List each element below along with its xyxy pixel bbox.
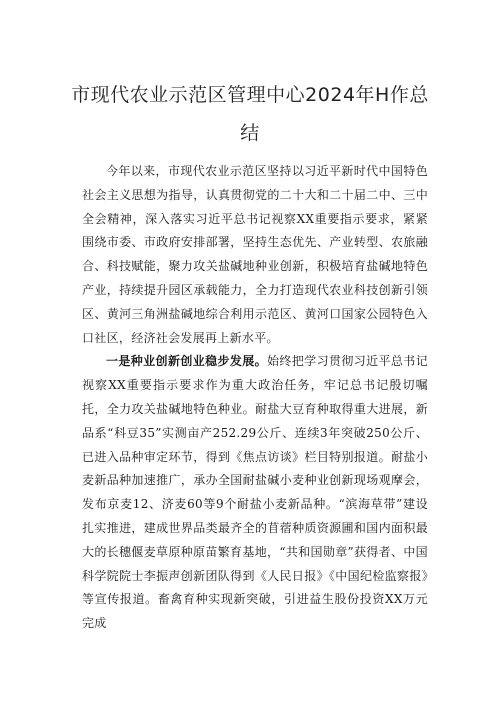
paragraph-seed-industry <box>82 350 428 636</box>
document-title-line1: 市现代农业示范区管理中心2024年H作总 <box>71 84 429 106</box>
paragraph-lead-heading: 一是种业创新创业稳步发展。 <box>106 354 268 369</box>
paragraph-intro: 今年以来，市现代农业示范区坚持以习近平新时代中国特色社会主义思想为指导，认真贯彻党的二十大和二十届二中、三中全会精神，深入落实习近平总书记视察XX重要指示要求，紧紧围绕市委、市政府安排部署，坚持生态优先、产业转型、农旅融合、科技赋能，聚力攻关盐碱地种业创新，积极培育盐碱地特色产业，持续提升园区承载能力，全力打造现代农业科技创新引领区、黄河三角洲盐碱地综合利用示范区、黄河口国家公园特色入口社区，经济社会发展再上新水平。 <box>82 164 428 345</box>
paragraph-body-text: 始终把学习贯彻习近平总书记视察XX重要指示要求作为重大政治任务，牢记总书记殷切嘱托，全力攻关盐碱地特色种业。耐盐大豆育种取得重大进展，新品系“科豆35”实测亩产252.29公斤、连续3年突破250公斤、已进入品种审定环节，得到《焦点访谈》栏目特别报道。耐盐小麦新品种加速推广，承办全国耐盐碱小麦种业创新现场观摩会，发布京麦12、济麦60等9个耐盐小麦新品种。“滨海草带”建设扎实推进，建成世界品类最齐全的苜蓿种质资源圃和国内面积最大的长穗偃麦草原种原苗繁育基地，“共和国勋章”获得者、中国科学院院士李振声创新团队得到《人民日报》《中国纪检监察报》等宣传报道。畜禽育种实现新突破，引进益生股份投资XX万元完成 <box>82 354 428 631</box>
document-body <box>82 160 428 636</box>
document-title-line2: 结 <box>240 122 260 144</box>
